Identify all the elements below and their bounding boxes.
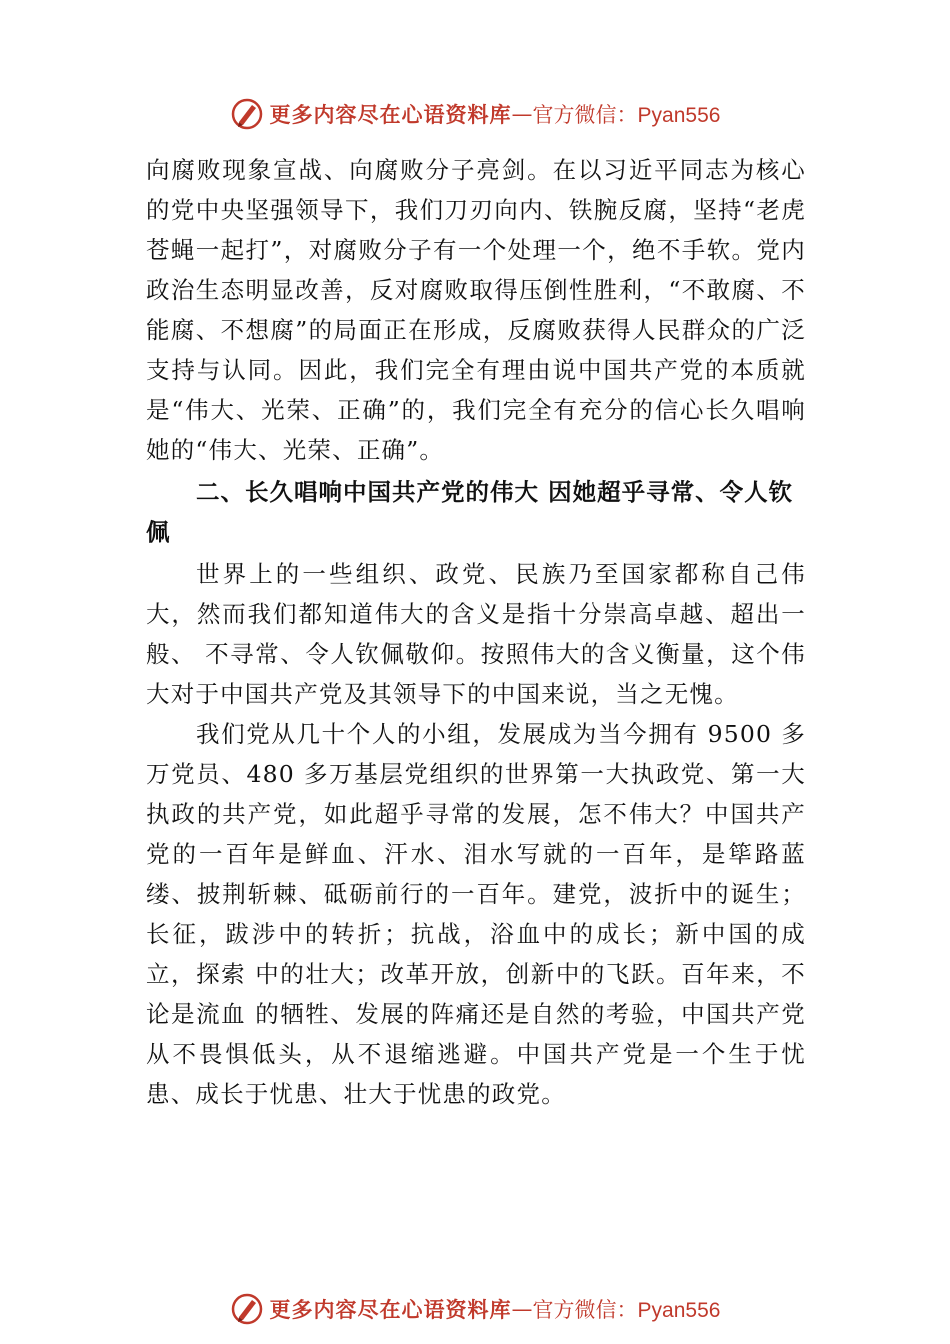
watermark-contact-text: 官方微信：Pyan556 — [532, 104, 721, 127]
paragraph-2: 我们党从几十个人的小组，发展成为当今拥有 9500 多万党员、480 多万基层党组织的世界第一大执政党、第一大执政的共产党，如此超乎寻常的发展，怎不伟大？中国共产党的一百年是鲜血、汗水、泪水写就的一百年，是筚路蓝缕、披荆斩棘、砥砺前行的一百年。建党，波折中的诞生；长征，跋涉中的转折；抗战，浴血中的成长；新中国的成立，探索 中的壮大；改革开放，创新中的飞跃。百年来，不论是流血 的牺牲、发展的阵痛还是自然的考验，中国共产党从不畏惧低头，从不退缩逃避。中国共产党是一个生于忧患、成长于忧患、壮大于忧患的政党。 — [146, 720, 806, 1108]
watermark-brand-text: 更多内容尽在心语资料库 — [269, 102, 512, 127]
header-watermark — [0, 94, 950, 134]
section-heading: 二、长久唱响中国共产党的伟大 因她超乎寻常、令人钦佩 — [146, 478, 794, 546]
paragraph-1: 世界上的一些组织、政党、民族乃至国家都称自己伟大，然而我们都知道伟大的含义是指十分崇高卓越、超出一般、 不寻常、令人钦佩敬仰。按照伟大的含义衡量，这个伟大对于中国共产党及其领导下的中国来说，当之无愧。 — [146, 560, 806, 708]
watermark-brand-text: 更多内容尽在心语资料库 — [269, 1297, 512, 1322]
pen-circle-logo-icon — [230, 97, 264, 131]
pen-circle-logo-icon — [230, 1292, 264, 1326]
footer-watermark — [0, 1289, 950, 1329]
watermark-separator: — — [511, 1297, 533, 1321]
document-body — [146, 150, 806, 1114]
paragraph-continuation: 向腐败现象宣战、向腐败分子亮剑。在以习近平同志为核心的党中央坚强领导下，我们刀刃向内、铁腕反腐，坚持“老虎苍蝇一起打”，对腐败分子有一个处理一个，绝不手软。党内政治生态明显改善，反对腐败取得压倒性胜利，“不敢腐、不能腐、不想腐”的局面正在形成，反腐败获得人民群众的广泛支持与认同。因此，我们完全有理由说中国共产党的本质就是“伟大、光荣、正确”的，我们完全有充分的信心长久唱响她的“伟大、光荣、正确”。 — [146, 156, 806, 464]
watermark-separator: — — [511, 102, 533, 126]
watermark-contact-text: 官方微信：Pyan556 — [532, 1299, 721, 1322]
